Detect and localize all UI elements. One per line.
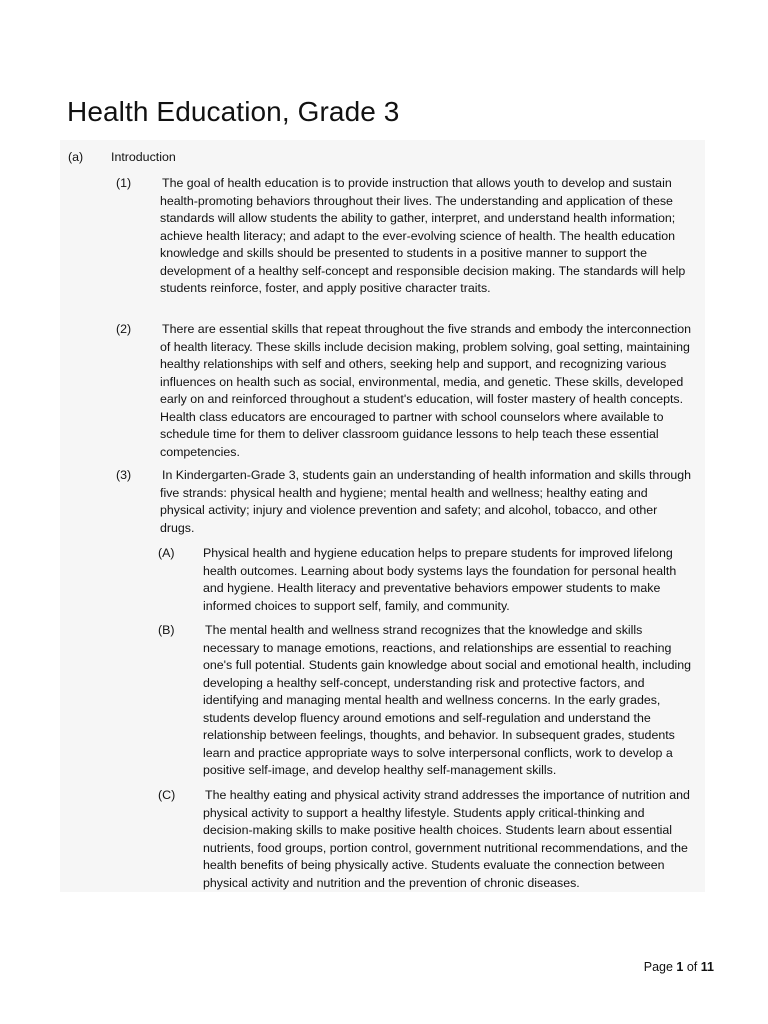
total-pages-number: 11: [700, 960, 714, 974]
page-title: Health Education, Grade 3: [67, 96, 400, 127]
subitem-text: The healthy eating and physical activity strand addresses the importance of nutrition and physical activity to support a healthy lifestyle. Students apply critical-thinking and decision-making skills to make positive health choices. Students learn about essential nutrients, food groups, portion control, government nutritional recommendations, and the health benefits of being physically active. Students evaluate the connection between physical activity and nutrition and the prevention of chronic diseases.: [203, 788, 690, 890]
item-label: (2): [116, 322, 132, 336]
page-word: Page: [643, 960, 673, 974]
subitem-label: (C): [158, 788, 176, 802]
page-footer: [644, 960, 714, 974]
of-word: of: [686, 960, 698, 974]
item-label: (1): [116, 176, 132, 190]
item-label: (3): [116, 468, 132, 482]
subitem-text: The mental health and wellness strand recognizes that the knowledge and skills necessary to manage emotions, reactions, and relationships are essential to reaching one's full potential. Students gain knowledge about social and emotional health, including developing a healthy self-concept, understanding risk and protective factors, and identifying and managing mental health and wellness concerns. In the early grades, students develop fluency around emotions and self-regulation and understand the relationship between feelings, thoughts, and behavior. In subsequent grades, students learn and practice appropriate ways to solve interpersonal conflicts, work to develop a positive self-image, and develop healthy self-management skills.: [203, 623, 692, 777]
item-text: In Kindergarten-Grade 3, students gain an understanding of health information and skills through five strands: physical health and hygiene; mental health and wellness; healthy eating and physical activity; injury and violence prevention and safety; and alcohol, tobacco, and other drugs.: [160, 468, 692, 535]
item-text: The goal of health education is to provide instruction that allows youth to develop and sustain health-promoting behaviors throughout their lives. The understanding and application of these standards will allow students the ability to gather, interpret, and understand health information; achieve health literacy; and adapt to the ever-evolving science of health. The health education knowledge and skills should be presented to students in a positive manner to support the development of a healthy self-concept and responsible decision making. The standards will help students reinforce, foster, and apply positive character traits.: [160, 176, 686, 295]
subitem-text: Physical health and hygiene education helps to prepare students for improved lifelong health outcomes. Learning about body systems lays the foundation for personal health and hygiene. Health literacy and preventative behaviors empower students to make informed choices to support self, family, and community.: [203, 546, 677, 613]
section-label: (a): [68, 150, 84, 164]
current-page-number: 1: [676, 960, 684, 974]
subitem-label: (B): [158, 623, 175, 637]
item-text: There are essential skills that repeat throughout the five strands and embody the interconnection of health literacy. These skills include decision making, problem solving, goal setting, maintaining healthy relationships with self and others, seeking help and support, and recognizing various influences on health such as social, environmental, media, and genetic. These skills, developed early on and reinforced throughout a student's education, will foster mastery of health concepts. Health class educators are encouraged to partner with school counselors where available to schedule time for them to deliver classroom guidance lessons to help teach these essential competencies.: [160, 322, 691, 459]
subitem-label: (A): [158, 546, 175, 560]
document-body: [60, 140, 705, 892]
section-heading: Introduction: [111, 150, 176, 164]
